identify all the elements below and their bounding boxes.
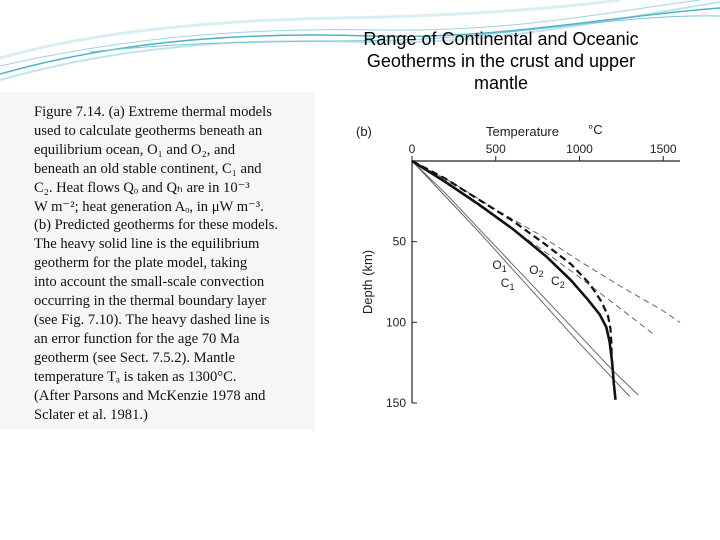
caption-line: into account the small-scale convection <box>34 274 265 291</box>
y-axis-label: Depth (km) <box>360 249 375 315</box>
caption-line: temperature Tₐ is taken as 1300°C. <box>34 368 237 385</box>
geotherm-chart <box>318 118 720 430</box>
caption-line: W m⁻²; heat generation Aₒ, in μW m⁻³. <box>34 198 264 215</box>
caption-line: beneath an old stable continent, C₁ and <box>34 160 262 177</box>
caption-line: geotherm (see Sect. 7.5.2). Mantle <box>34 349 236 366</box>
caption-line: C₂. Heat flows Qₒ and Qₕ are in 10⁻³ <box>34 179 250 196</box>
caption-line: an error function for the age 70 Ma <box>34 330 240 347</box>
caption-line: used to calculate geotherms beneath an <box>34 122 263 139</box>
y-tick-label: 100 <box>385 315 406 330</box>
caption-line: (b) Predicted geotherms for these models. <box>34 217 278 234</box>
caption-line: The heavy solid line is the equilibrium <box>34 236 260 253</box>
caption-line: occurring in the thermal boundary layer <box>34 293 267 310</box>
x-axis-label: Temperature <box>486 124 559 139</box>
slide-title-line: Geotherms in the crust and upper <box>366 51 636 71</box>
caption-line: (After Parsons and McKenzie 1978 and <box>34 387 266 404</box>
x-tick-label: 500 <box>485 142 506 156</box>
slide-title-line: mantle <box>473 73 529 93</box>
caption-line: geotherm for the plate model, taking <box>34 255 248 272</box>
series-label-c1: $C_1$ <box>500 275 515 292</box>
y-tick-label: 150 <box>385 396 406 410</box>
panel-label: (b) <box>356 124 372 139</box>
x-tick-label: 1500 <box>649 142 677 156</box>
series-label-o1: $O_1$ <box>492 258 507 275</box>
slide-title <box>340 28 662 94</box>
x-tick-label: 1000 <box>566 142 593 156</box>
series-label-c2: $C_2$ <box>551 274 565 291</box>
x-tick-label: 0 <box>408 142 416 156</box>
caption-line: equilibrium ocean, O₁ and O₂, and <box>34 141 236 158</box>
chart-background <box>318 118 720 430</box>
series-label-o2: $O_2$ <box>529 262 544 279</box>
figure-caption <box>34 103 312 424</box>
x-axis-unit: °C <box>588 122 603 137</box>
caption-line: Sclater et al. 1981.) <box>34 406 148 423</box>
caption-line: Figure 7.14. (a) Extreme thermal models <box>34 104 272 120</box>
slide-title-line: Range of Continental and Oceanic <box>363 29 639 49</box>
y-tick-label: 50 <box>392 234 406 249</box>
caption-line: (see Fig. 7.10). The heavy dashed line is <box>34 311 270 328</box>
